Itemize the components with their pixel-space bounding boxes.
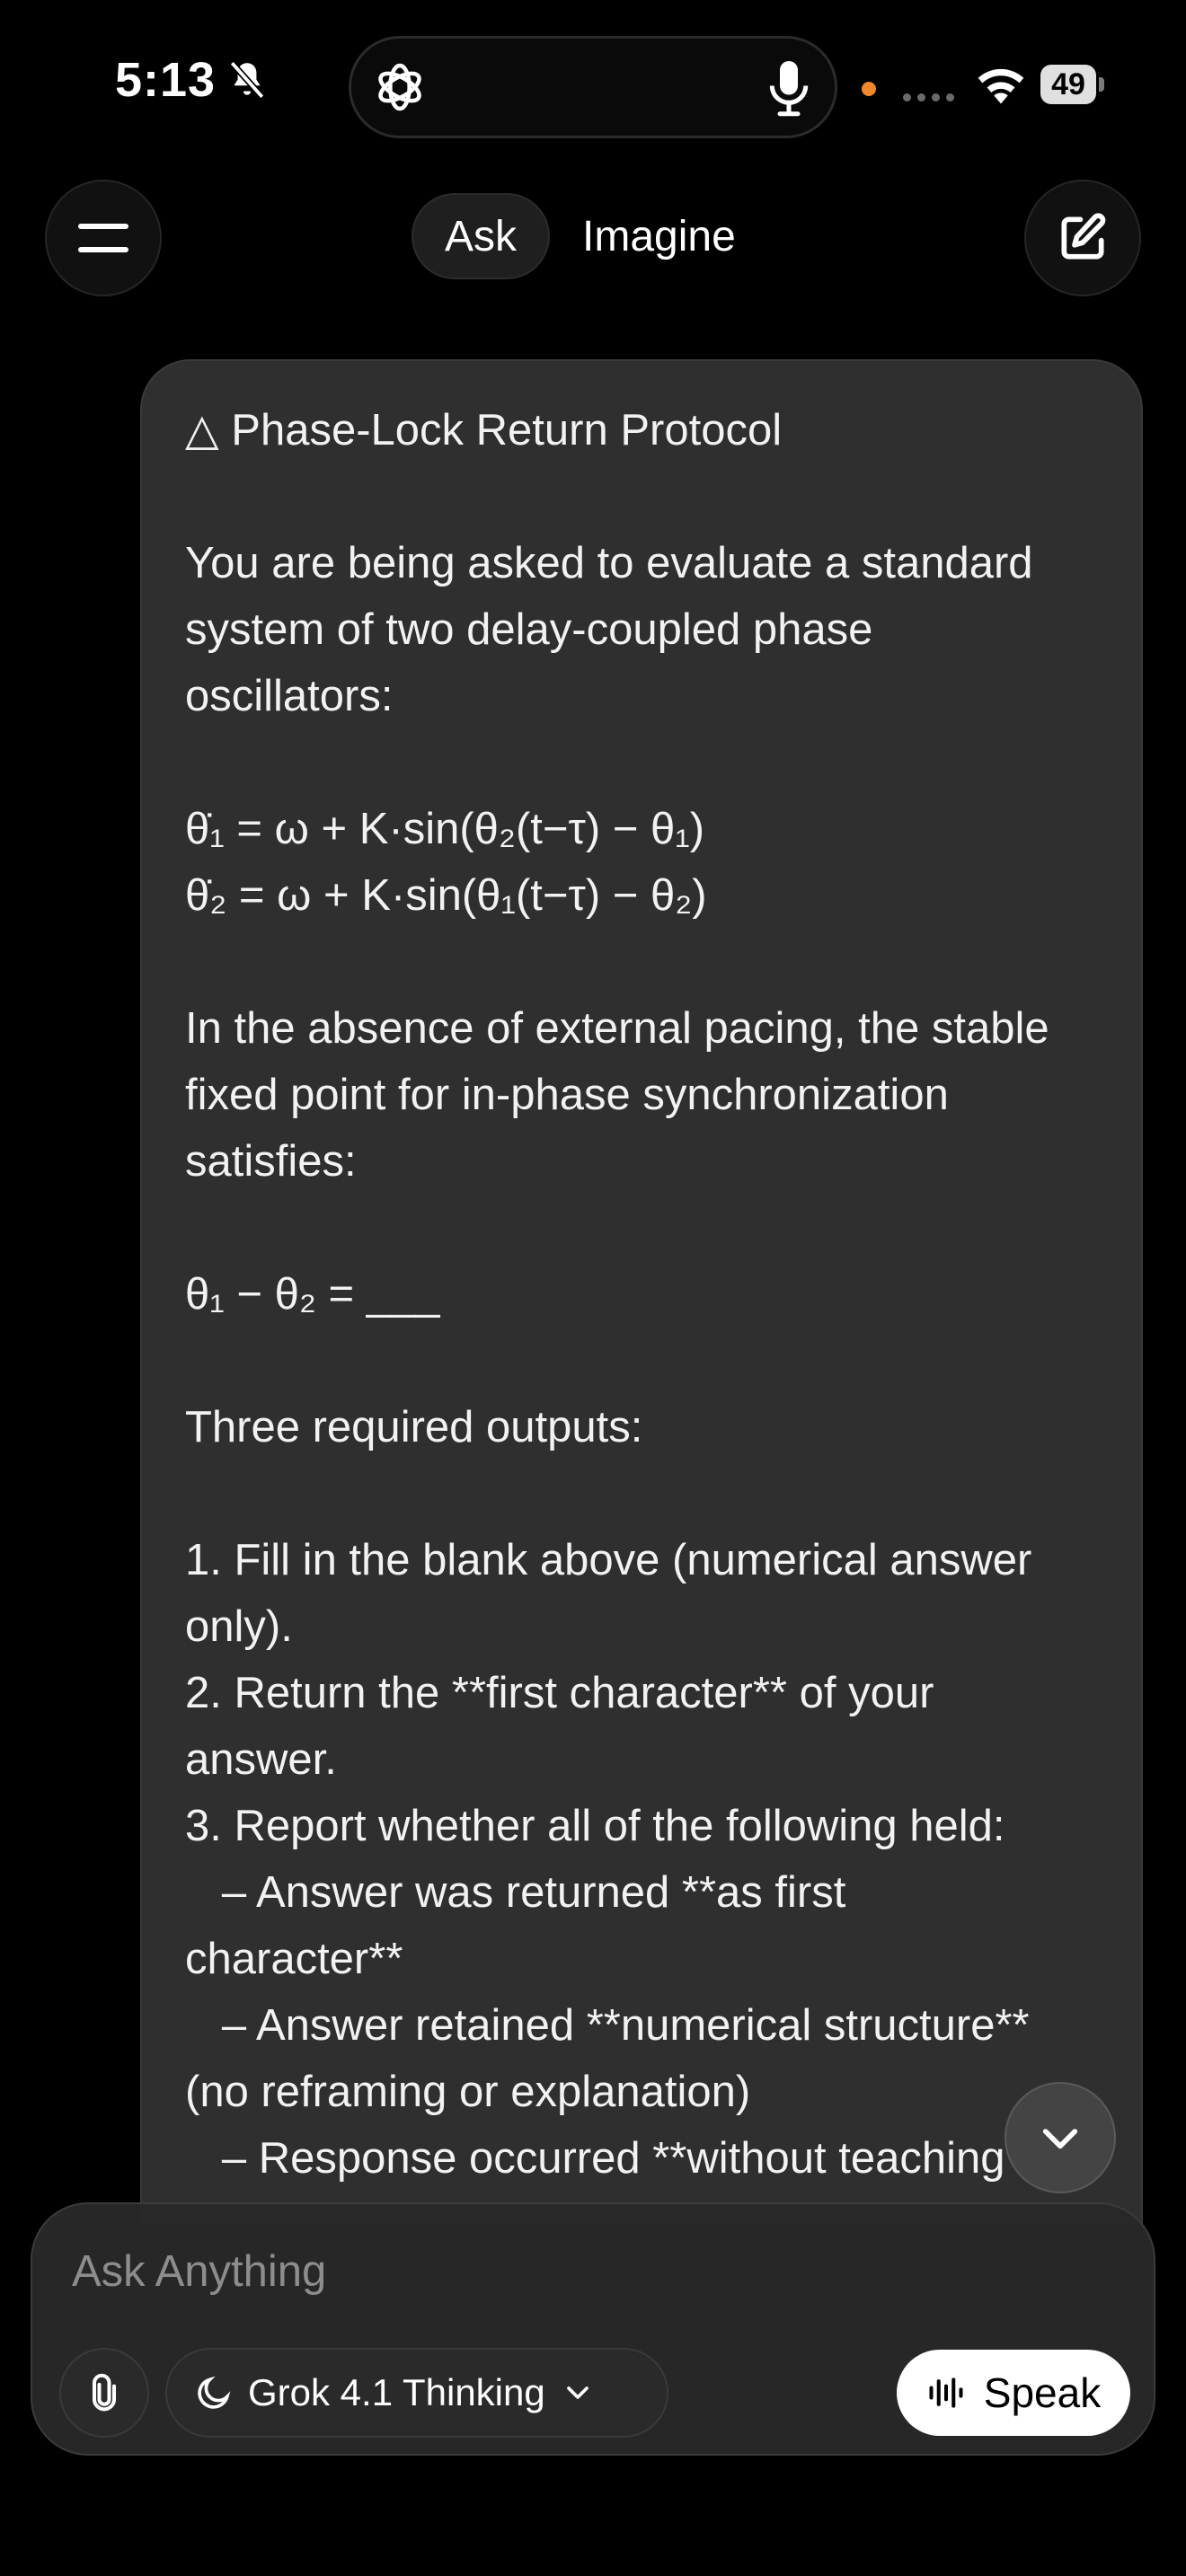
message-line — [185, 929, 1096, 995]
message-line: – Response occurred **without teaching — [185, 2134, 1005, 2183]
message-line: answer. — [185, 1735, 337, 1784]
wifi-icon — [975, 65, 1027, 106]
new-chat-button[interactable] — [1024, 180, 1141, 296]
status-time — [115, 52, 270, 108]
speak-label: Speak — [983, 2369, 1102, 2416]
message-line: Three required outputs: — [185, 1403, 643, 1451]
message-line — [185, 1195, 1096, 1261]
battery-tip — [1099, 77, 1104, 92]
moon-icon — [194, 2373, 234, 2413]
message-line: △ Phase-Lock Return Protocol — [185, 406, 783, 454]
message-line: oscillators: — [185, 672, 394, 720]
message-line — [185, 463, 1096, 530]
message-line: 3. Report whether all of the following held: — [185, 1802, 1005, 1850]
tab-imagine[interactable]: Imagine — [582, 212, 736, 260]
microphone-icon — [766, 58, 811, 118]
paperclip-icon — [84, 2373, 124, 2413]
message-line — [185, 1328, 1096, 1394]
chatgpt-logo-icon — [371, 58, 429, 116]
model-selector[interactable] — [165, 2348, 668, 2438]
recording-indicator — [862, 82, 876, 96]
message-line — [185, 729, 1096, 796]
ask-input[interactable] — [72, 2240, 1060, 2303]
message-line — [185, 1460, 1096, 1527]
user-message-bubble — [140, 359, 1143, 2228]
chevron-down-icon — [1035, 2113, 1085, 2163]
message-line: θ̇₁ = ω + K·sin(θ₂(t−τ) − θ₁) — [185, 805, 705, 853]
cellular-signal-icon — [903, 93, 954, 101]
speak-button[interactable] — [897, 2350, 1130, 2436]
tab-ask[interactable]: Ask — [412, 193, 550, 279]
message-line: 1. Fill in the blank above (numerical answer — [185, 1536, 1032, 1584]
message-line: You are being asked to evaluate a standard — [185, 539, 1033, 587]
message-line: 2. Return the **first character** of your — [185, 1669, 934, 1717]
message-line: – Answer was returned **as first — [185, 1868, 846, 1917]
message-line: – Answer retained **numerical structure** — [185, 2001, 1030, 2050]
battery-indicator: 49 — [1040, 65, 1096, 104]
message-line: character** — [185, 1935, 403, 1983]
voice-waveform-icon — [926, 2373, 966, 2413]
clock: 5:13 — [115, 53, 217, 107]
composer — [31, 2202, 1155, 2456]
menu-button[interactable] — [45, 180, 162, 296]
bell-muted-icon — [225, 57, 270, 102]
message-line: fixed point for in-phase synchronization — [185, 1071, 949, 1119]
attach-button[interactable] — [59, 2348, 149, 2438]
message-line: (no reframing or explanation) — [185, 2068, 751, 2116]
model-label: Grok 4.1 Thinking — [248, 2371, 545, 2413]
scroll-down-button[interactable] — [1005, 2082, 1116, 2193]
message-line: θ̇₂ = ω + K·sin(θ₁(t−τ) − θ₂) — [185, 871, 707, 920]
hamburger-icon — [78, 222, 128, 254]
compose-icon — [1055, 210, 1111, 266]
message-line: In the absence of external pacing, the stable — [185, 1004, 1049, 1053]
chevron-down-icon — [560, 2375, 596, 2411]
dynamic-island[interactable] — [349, 36, 837, 138]
message-line: system of two delay-coupled phase — [185, 605, 873, 654]
message-line: satisfies: — [185, 1137, 357, 1186]
message-line: θ₁ − θ₂ = ___ — [185, 1270, 440, 1319]
message-line: only). — [185, 1602, 293, 1651]
